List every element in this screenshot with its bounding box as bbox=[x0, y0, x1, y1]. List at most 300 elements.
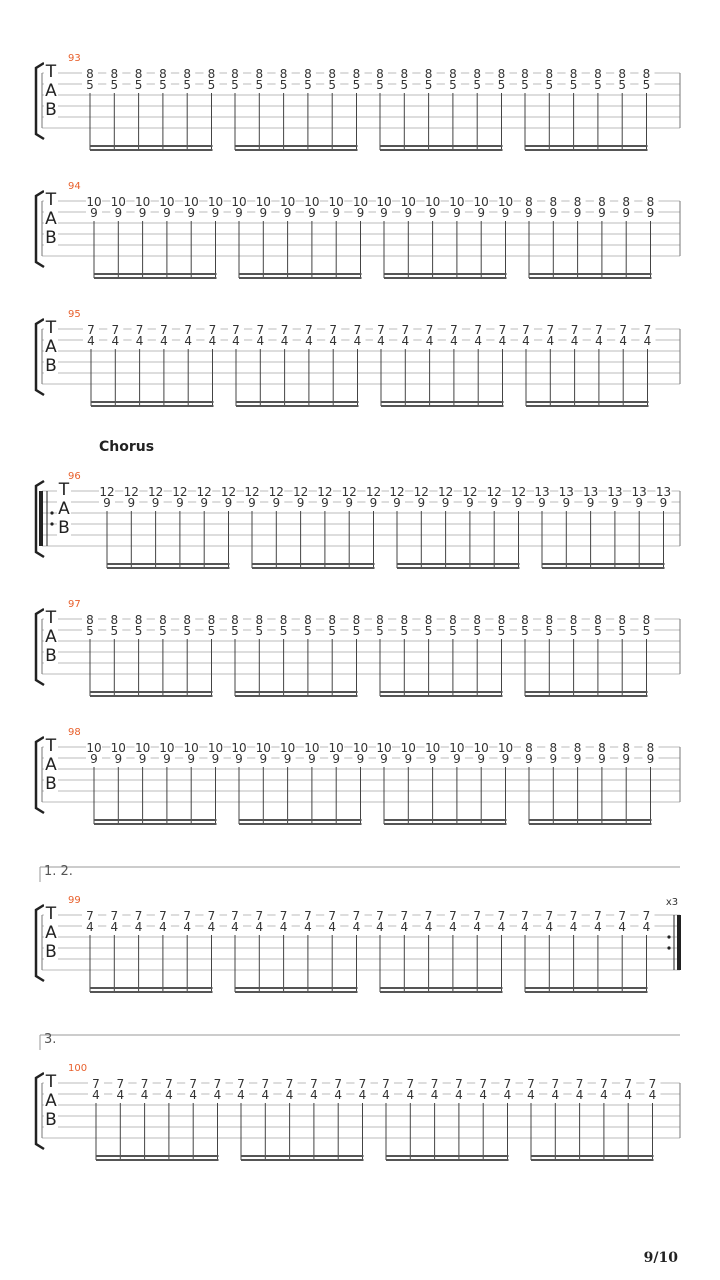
beam-primary bbox=[525, 145, 648, 147]
fret-number-string2: 4 bbox=[329, 334, 338, 348]
fret-number-string2: 5 bbox=[449, 78, 457, 92]
tab-clef-letter: B bbox=[45, 356, 57, 376]
fret-number-string2: 4 bbox=[406, 1088, 415, 1102]
fret-number-string2: 9 bbox=[332, 752, 341, 766]
fret-number-string1: 7 bbox=[280, 323, 289, 337]
fret-number-string2: 5 bbox=[183, 78, 192, 92]
fret-number-string2: 4 bbox=[474, 334, 483, 348]
fret-number-string2: 4 bbox=[449, 920, 457, 934]
beam-secondary bbox=[384, 277, 507, 279]
repeat-start-thick-bar bbox=[39, 491, 43, 546]
fret-number-string1: 7 bbox=[86, 909, 94, 923]
fret-number-string2: 4 bbox=[213, 1088, 222, 1102]
fret-number-string2: 9 bbox=[646, 206, 655, 220]
fret-number-string2: 9 bbox=[187, 752, 196, 766]
staff-system bbox=[36, 181, 680, 279]
fret-number-string2: 9 bbox=[151, 496, 160, 510]
fret-number-string1: 12 bbox=[462, 485, 478, 499]
fret-number-string1: 8 bbox=[473, 613, 482, 627]
fret-number-string1: 10 bbox=[86, 195, 102, 209]
fret-number-string2: 9 bbox=[514, 496, 523, 510]
fret-number-string1: 7 bbox=[87, 323, 95, 337]
fret-number-string2: 5 bbox=[304, 624, 312, 638]
fret-number-string2: 5 bbox=[642, 78, 651, 92]
fret-number-string2: 4 bbox=[401, 334, 410, 348]
fret-number-string1: 12 bbox=[486, 485, 502, 499]
fret-number-string1: 7 bbox=[353, 323, 362, 337]
fret-number-string2: 4 bbox=[450, 334, 458, 348]
fret-number-string1: 7 bbox=[304, 909, 312, 923]
fret-number-string1: 8 bbox=[255, 67, 264, 81]
beam-secondary bbox=[380, 149, 503, 151]
fret-number-string1: 10 bbox=[159, 741, 175, 755]
fret-number-string2: 9 bbox=[356, 752, 365, 766]
fret-number-string1: 7 bbox=[498, 323, 507, 337]
beam-primary bbox=[241, 1155, 364, 1157]
fret-number-string1: 7 bbox=[110, 909, 119, 923]
fret-number-string1: 13 bbox=[655, 485, 672, 499]
fret-number-string2: 4 bbox=[352, 920, 361, 934]
fret-number-string2: 4 bbox=[498, 334, 507, 348]
fret-number-string1: 7 bbox=[377, 323, 385, 337]
fret-number-string1: 8 bbox=[521, 67, 529, 81]
beam-secondary bbox=[526, 405, 649, 407]
fret-number-string1: 13 bbox=[534, 485, 550, 499]
fret-number-string1: 12 bbox=[413, 485, 429, 499]
fret-number-string2: 9 bbox=[453, 206, 461, 220]
fret-number-string2: 4 bbox=[279, 920, 288, 934]
beam-primary bbox=[525, 691, 648, 693]
fret-number-string1: 8 bbox=[497, 613, 506, 627]
fret-number-string2: 9 bbox=[211, 206, 220, 220]
fret-number-string2: 4 bbox=[140, 1088, 149, 1102]
fret-number-string2: 4 bbox=[624, 1088, 633, 1102]
fret-number-string2: 4 bbox=[575, 1088, 584, 1102]
fret-number-string2: 5 bbox=[545, 624, 554, 638]
tab-clef-letter: A bbox=[45, 627, 57, 647]
fret-number-string2: 9 bbox=[235, 206, 243, 220]
fret-number-string1: 7 bbox=[329, 323, 338, 337]
fret-number-string2: 9 bbox=[90, 206, 98, 220]
fret-number-string1: 10 bbox=[255, 741, 271, 755]
fret-number-string2: 9 bbox=[176, 496, 184, 510]
tab-clef-letter: B bbox=[45, 228, 57, 248]
beam-secondary bbox=[239, 277, 362, 279]
fret-number-string2: 5 bbox=[110, 624, 119, 638]
fret-number-string1: 8 bbox=[424, 613, 433, 627]
fret-number-string2: 9 bbox=[296, 496, 305, 510]
fret-number-string2: 5 bbox=[424, 624, 433, 638]
fret-number-string2: 9 bbox=[272, 496, 281, 510]
staff-system bbox=[36, 1032, 680, 1161]
beam-secondary bbox=[386, 1159, 509, 1161]
fret-number-string1: 7 bbox=[237, 1077, 245, 1091]
fret-number-string2: 4 bbox=[92, 1088, 100, 1102]
beam-primary bbox=[90, 987, 213, 989]
fret-number-string1: 7 bbox=[160, 323, 168, 337]
fret-number-string1: 7 bbox=[624, 1077, 633, 1091]
fret-number-string1: 8 bbox=[549, 741, 558, 755]
fret-number-string2: 5 bbox=[279, 624, 288, 638]
fret-number-string1: 7 bbox=[334, 1077, 343, 1091]
fret-number-string2: 4 bbox=[334, 1088, 343, 1102]
fret-number-string2: 9 bbox=[417, 496, 426, 510]
beam-secondary bbox=[397, 567, 520, 569]
fret-number-string1: 8 bbox=[525, 741, 533, 755]
staff-system bbox=[36, 439, 680, 569]
fret-number-string2: 9 bbox=[501, 206, 510, 220]
fret-number-string1: 8 bbox=[231, 67, 239, 81]
fret-number-string1: 7 bbox=[503, 1077, 512, 1091]
measure-number: 97 bbox=[68, 599, 81, 610]
beam-secondary bbox=[235, 695, 358, 697]
fret-number-string2: 9 bbox=[163, 752, 171, 766]
fret-number-string2: 4 bbox=[310, 1088, 318, 1102]
fret-number-string2: 9 bbox=[441, 496, 450, 510]
fret-number-string2: 4 bbox=[261, 1088, 270, 1102]
fret-number-string2: 4 bbox=[521, 920, 529, 934]
fret-number-string2: 4 bbox=[134, 920, 143, 934]
fret-number-string1: 10 bbox=[376, 195, 392, 209]
fret-number-string2: 4 bbox=[232, 334, 240, 348]
fret-number-string2: 5 bbox=[521, 78, 529, 92]
fret-number-string1: 7 bbox=[285, 1077, 294, 1091]
fret-number-string2: 9 bbox=[308, 752, 316, 766]
fret-number-string2: 9 bbox=[622, 206, 631, 220]
fret-number-string2: 9 bbox=[538, 496, 546, 510]
fret-number-string2: 4 bbox=[503, 1088, 512, 1102]
fret-number-string2: 5 bbox=[497, 624, 506, 638]
tab-clef-letter: T bbox=[45, 608, 57, 628]
fret-number-string1: 7 bbox=[184, 323, 193, 337]
fret-number-string2: 4 bbox=[328, 920, 337, 934]
fret-number-string2: 9 bbox=[525, 206, 533, 220]
fret-number-string2: 4 bbox=[546, 334, 555, 348]
fret-number-string2: 4 bbox=[648, 1088, 657, 1102]
fret-number-string1: 10 bbox=[183, 195, 199, 209]
fret-number-string2: 5 bbox=[328, 624, 337, 638]
fret-number-string1: 12 bbox=[244, 485, 260, 499]
fret-number-string1: 10 bbox=[497, 195, 514, 209]
fret-number-string1: 12 bbox=[99, 485, 115, 499]
beam-secondary bbox=[380, 695, 503, 697]
fret-number-string1: 7 bbox=[546, 323, 555, 337]
fret-number-string2: 9 bbox=[283, 206, 292, 220]
fret-number-string2: 4 bbox=[425, 334, 434, 348]
fret-number-string1: 8 bbox=[328, 613, 337, 627]
tab-clef-letter: A bbox=[58, 499, 70, 519]
fret-number-string1: 8 bbox=[328, 67, 337, 81]
fret-number-string1: 8 bbox=[646, 741, 655, 755]
fret-number-string1: 10 bbox=[449, 741, 465, 755]
fret-number-string1: 10 bbox=[110, 741, 126, 755]
fret-number-string2: 5 bbox=[473, 78, 482, 92]
fret-number-string2: 9 bbox=[635, 496, 644, 510]
fret-number-string2: 4 bbox=[619, 334, 628, 348]
beam-primary bbox=[529, 273, 652, 275]
fret-number-string1: 7 bbox=[595, 323, 603, 337]
beam-secondary bbox=[384, 823, 507, 825]
fret-number-string1: 7 bbox=[352, 909, 361, 923]
beam-secondary bbox=[529, 823, 652, 825]
beam-primary bbox=[531, 1155, 654, 1157]
fret-number-string1: 7 bbox=[406, 1077, 415, 1091]
fret-number-string1: 7 bbox=[140, 1077, 149, 1091]
fret-number-string1: 12 bbox=[365, 485, 382, 499]
beam-secondary bbox=[107, 567, 230, 569]
fret-number-string1: 8 bbox=[424, 67, 433, 81]
fret-number-string1: 8 bbox=[352, 613, 361, 627]
fret-number-string1: 10 bbox=[424, 195, 441, 209]
fret-number-string2: 4 bbox=[116, 1088, 125, 1102]
fret-number-string1: 10 bbox=[207, 741, 224, 755]
fret-number-string2: 4 bbox=[285, 1088, 294, 1102]
beam-primary bbox=[96, 1155, 219, 1157]
fret-number-string1: 7 bbox=[643, 323, 652, 337]
fret-number-string1: 10 bbox=[207, 195, 224, 209]
fret-number-string2: 5 bbox=[207, 78, 216, 92]
fret-number-string1: 7 bbox=[551, 1077, 560, 1091]
beam-primary bbox=[107, 563, 230, 565]
beam-primary bbox=[381, 401, 504, 403]
fret-number-string1: 10 bbox=[328, 195, 344, 209]
fret-number-string1: 7 bbox=[256, 323, 265, 337]
tab-clef-letter: A bbox=[45, 755, 57, 775]
fret-number-string1: 7 bbox=[473, 909, 482, 923]
staff-system bbox=[36, 727, 680, 825]
measure-number: 100 bbox=[68, 1063, 88, 1074]
fret-number-string1: 10 bbox=[352, 195, 369, 209]
beam-primary bbox=[384, 273, 507, 275]
tab-clef-letter: A bbox=[45, 337, 57, 357]
fret-number-string2: 4 bbox=[642, 920, 651, 934]
fret-number-string2: 9 bbox=[380, 206, 388, 220]
fret-number-string1: 8 bbox=[86, 67, 94, 81]
fret-number-string2: 5 bbox=[134, 78, 143, 92]
fret-number-string2: 4 bbox=[160, 334, 168, 348]
beam-primary bbox=[252, 563, 375, 565]
fret-number-string2: 9 bbox=[404, 752, 413, 766]
tab-clef-letter: B bbox=[45, 942, 57, 962]
fret-number-string1: 7 bbox=[208, 323, 217, 337]
fret-number-string2: 4 bbox=[255, 920, 264, 934]
beam-secondary bbox=[94, 277, 217, 279]
fret-number-string1: 13 bbox=[607, 485, 623, 499]
fret-number-string1: 13 bbox=[582, 485, 599, 499]
fret-number-string2: 9 bbox=[211, 752, 220, 766]
fret-number-string2: 4 bbox=[237, 1088, 245, 1102]
fret-number-string1: 10 bbox=[255, 195, 271, 209]
fret-number-string2: 5 bbox=[255, 624, 264, 638]
volta-label: 3. bbox=[44, 1032, 57, 1047]
fret-number-string2: 9 bbox=[380, 752, 388, 766]
fret-number-string1: 7 bbox=[600, 1077, 608, 1091]
fret-number-string2: 5 bbox=[86, 624, 94, 638]
beam-secondary bbox=[236, 405, 359, 407]
fret-number-string1: 8 bbox=[159, 67, 167, 81]
fret-number-string2: 5 bbox=[618, 624, 627, 638]
tab-clef-letter: B bbox=[45, 100, 57, 120]
beam-secondary bbox=[241, 1159, 364, 1161]
fret-number-string2: 4 bbox=[430, 1088, 439, 1102]
fret-number-string2: 4 bbox=[382, 1088, 390, 1102]
fret-number-string2: 4 bbox=[424, 920, 433, 934]
fret-number-string2: 9 bbox=[259, 206, 268, 220]
fret-number-string2: 4 bbox=[618, 920, 627, 934]
fret-number-string2: 9 bbox=[224, 496, 233, 510]
tab-clef-letter: T bbox=[45, 62, 57, 82]
fret-number-string2: 4 bbox=[87, 334, 95, 348]
fret-number-string1: 7 bbox=[618, 909, 627, 923]
fret-number-string1: 10 bbox=[231, 195, 247, 209]
fret-number-string2: 4 bbox=[600, 1088, 608, 1102]
fret-number-string1: 8 bbox=[255, 613, 264, 627]
beam-primary bbox=[236, 401, 359, 403]
fret-number-string1: 8 bbox=[376, 613, 384, 627]
fret-number-string2: 5 bbox=[159, 624, 167, 638]
tab-clef-letter: T bbox=[45, 736, 57, 756]
fret-number-string2: 5 bbox=[110, 78, 119, 92]
tab-clef-letter: B bbox=[45, 774, 57, 794]
fret-number-string2: 4 bbox=[522, 334, 530, 348]
fret-number-string2: 4 bbox=[183, 920, 192, 934]
fret-number-string1: 7 bbox=[648, 1077, 657, 1091]
fret-number-string2: 5 bbox=[400, 624, 409, 638]
fret-number-string1: 8 bbox=[642, 67, 651, 81]
fret-number-string2: 9 bbox=[356, 206, 365, 220]
fret-number-string1: 7 bbox=[479, 1077, 488, 1091]
beam-secondary bbox=[531, 1159, 654, 1161]
fret-number-string2: 5 bbox=[569, 624, 578, 638]
fret-number-string1: 13 bbox=[631, 485, 647, 499]
beam-secondary bbox=[91, 405, 214, 407]
beam-primary bbox=[529, 819, 652, 821]
beam-primary bbox=[380, 145, 503, 147]
fret-number-string1: 8 bbox=[569, 613, 578, 627]
fret-number-string2: 4 bbox=[455, 1088, 463, 1102]
fret-number-string1: 8 bbox=[594, 67, 602, 81]
fret-number-string2: 4 bbox=[570, 334, 579, 348]
fret-number-string1: 7 bbox=[376, 909, 384, 923]
section-marker: Chorus bbox=[99, 439, 155, 455]
repeat-end-thick-bar bbox=[677, 915, 681, 970]
fret-number-string1: 8 bbox=[473, 67, 482, 81]
fret-number-string1: 7 bbox=[183, 909, 192, 923]
fret-number-string2: 9 bbox=[586, 496, 595, 510]
beam-secondary bbox=[239, 823, 362, 825]
fret-number-string1: 7 bbox=[134, 909, 143, 923]
fret-number-string1: 8 bbox=[400, 613, 409, 627]
fret-number-string2: 9 bbox=[573, 752, 582, 766]
beam-secondary bbox=[235, 991, 358, 993]
fret-number-string2: 9 bbox=[453, 752, 461, 766]
beam-primary bbox=[384, 819, 507, 821]
staff-system bbox=[36, 864, 681, 993]
beam-primary bbox=[380, 987, 503, 989]
fret-number-string1: 7 bbox=[92, 1077, 100, 1091]
fret-number-string1: 10 bbox=[183, 741, 199, 755]
measure-number: 95 bbox=[68, 309, 81, 320]
fret-number-string1: 8 bbox=[110, 613, 119, 627]
fret-number-string1: 7 bbox=[570, 323, 579, 337]
fret-number-string2: 9 bbox=[103, 496, 111, 510]
fret-number-string2: 9 bbox=[345, 496, 354, 510]
tab-clef-letter: T bbox=[58, 480, 70, 500]
fret-number-string1: 12 bbox=[172, 485, 188, 499]
tab-clef-letter: B bbox=[45, 1110, 57, 1130]
fret-number-string2: 9 bbox=[549, 206, 558, 220]
fret-number-string2: 5 bbox=[473, 624, 482, 638]
beam-primary bbox=[235, 691, 358, 693]
fret-number-string2: 5 bbox=[449, 624, 457, 638]
fret-number-string1: 7 bbox=[189, 1077, 198, 1091]
beam-secondary bbox=[90, 695, 213, 697]
fret-number-string1: 7 bbox=[522, 323, 530, 337]
fret-number-string2: 9 bbox=[573, 206, 582, 220]
fret-number-string2: 9 bbox=[549, 752, 558, 766]
fret-number-string2: 9 bbox=[332, 206, 341, 220]
fret-number-string1: 8 bbox=[352, 67, 361, 81]
fret-number-string1: 7 bbox=[232, 323, 240, 337]
fret-number-string2: 5 bbox=[352, 624, 361, 638]
fret-number-string1: 8 bbox=[207, 67, 216, 81]
fret-number-string1: 8 bbox=[573, 195, 582, 209]
fret-number-string1: 13 bbox=[558, 485, 574, 499]
fret-number-string1: 8 bbox=[400, 67, 409, 81]
fret-number-string1: 7 bbox=[135, 323, 144, 337]
fret-number-string1: 12 bbox=[123, 485, 139, 499]
fret-number-string2: 5 bbox=[594, 624, 602, 638]
fret-number-string1: 7 bbox=[474, 323, 483, 337]
fret-number-string1: 7 bbox=[424, 909, 433, 923]
fret-number-string2: 5 bbox=[159, 78, 167, 92]
tab-clef-letter: A bbox=[45, 81, 57, 101]
beam-secondary bbox=[525, 149, 648, 151]
fret-number-string2: 9 bbox=[598, 206, 606, 220]
fret-number-string1: 10 bbox=[400, 741, 416, 755]
fret-number-string1: 8 bbox=[159, 613, 167, 627]
fret-number-string1: 8 bbox=[304, 67, 312, 81]
fret-number-string2: 5 bbox=[304, 78, 312, 92]
fret-number-string2: 5 bbox=[231, 78, 239, 92]
fret-number-string2: 4 bbox=[159, 920, 167, 934]
fret-number-string2: 4 bbox=[207, 920, 216, 934]
beam-secondary bbox=[235, 149, 358, 151]
fret-number-string2: 9 bbox=[235, 752, 243, 766]
fret-number-string2: 4 bbox=[304, 920, 312, 934]
fret-number-string1: 12 bbox=[341, 485, 357, 499]
fret-number-string1: 10 bbox=[473, 741, 489, 755]
fret-number-string1: 8 bbox=[134, 613, 143, 627]
fret-number-string1: 7 bbox=[382, 1077, 390, 1091]
fret-number-string1: 8 bbox=[279, 613, 288, 627]
fret-number-string1: 7 bbox=[497, 909, 506, 923]
fret-number-string1: 8 bbox=[525, 195, 533, 209]
fret-number-string2: 5 bbox=[255, 78, 264, 92]
fret-number-string2: 5 bbox=[183, 624, 192, 638]
fret-number-string1: 8 bbox=[497, 67, 506, 81]
measure-number: 94 bbox=[68, 181, 81, 192]
fret-number-string2: 9 bbox=[428, 752, 437, 766]
staff-system bbox=[36, 599, 680, 697]
fret-number-string1: 10 bbox=[352, 741, 369, 755]
page-number: 9/10 bbox=[643, 1250, 678, 1266]
fret-number-string2: 9 bbox=[428, 206, 437, 220]
fret-number-string1: 7 bbox=[400, 909, 409, 923]
fret-number-string1: 7 bbox=[231, 909, 239, 923]
fret-number-string2: 5 bbox=[497, 78, 506, 92]
fret-number-string1: 8 bbox=[618, 67, 627, 81]
